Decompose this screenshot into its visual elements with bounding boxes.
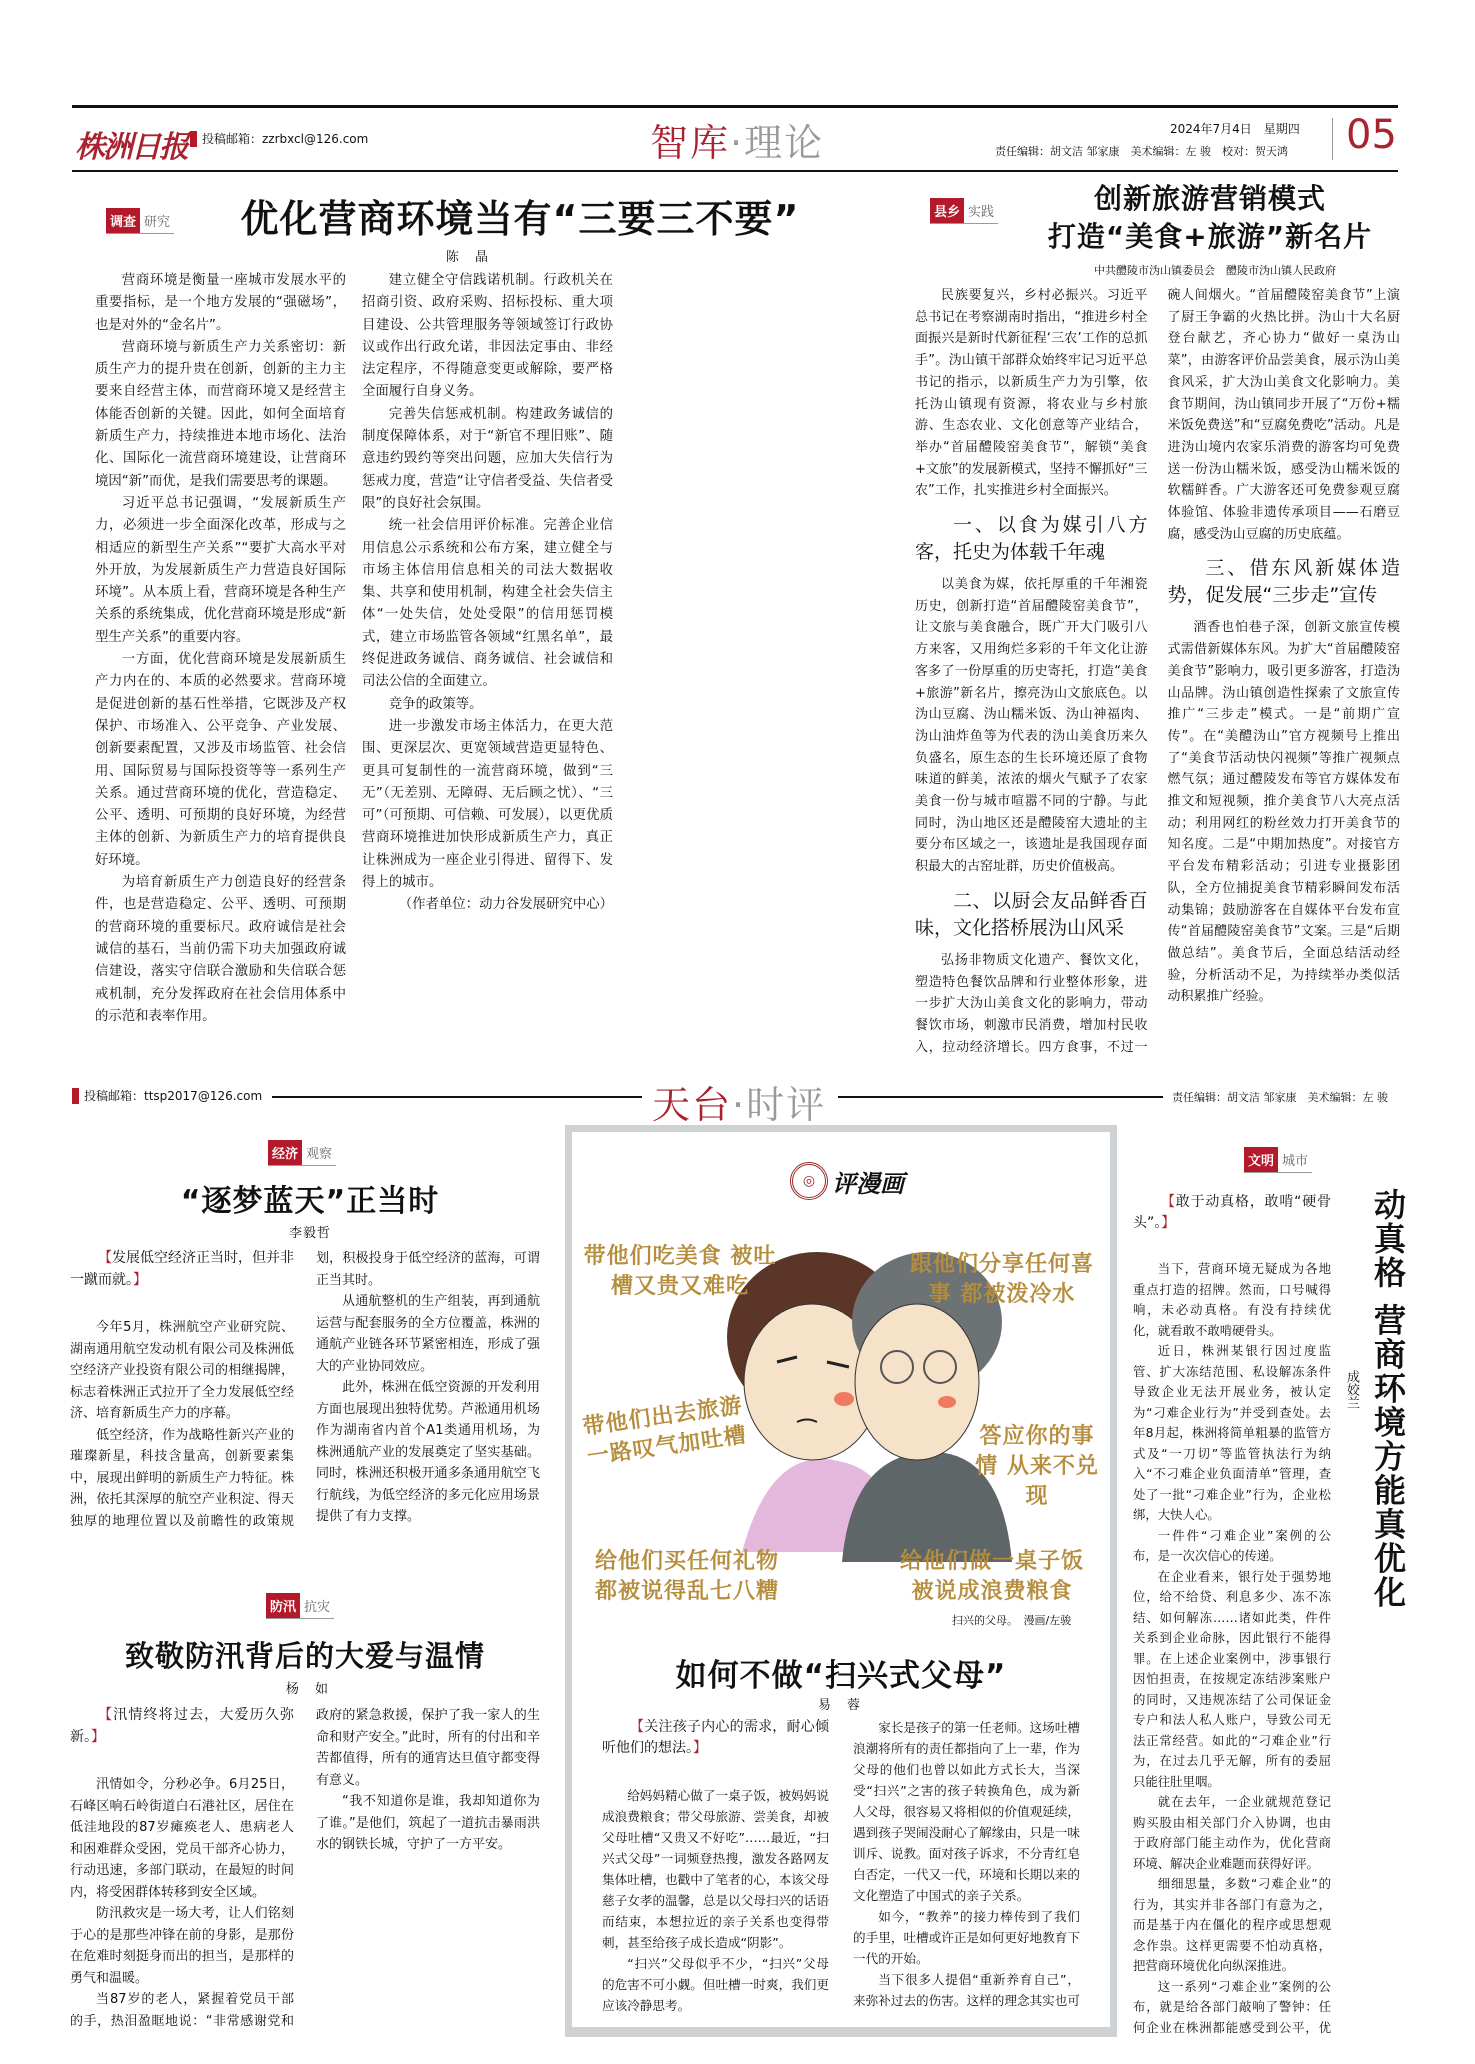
cartoon-caption-text: 答应你的事情 从来不兑现 (975, 1424, 1099, 1509)
article-body (70, 1248, 540, 1548)
tag-primary: 经济 (268, 1140, 302, 1165)
article-tag (1244, 1147, 1312, 1173)
cartoon-caption-text: 跟他们分享任何喜事 都被泼冷水 (909, 1252, 1094, 1307)
header-line-right (838, 1096, 1163, 1098)
article-author: 李毅哲 (288, 1226, 331, 1241)
paragraph: 弘扬非物质文化遗产、餐饮文化，塑造特色餐饮品牌和行业整体形象，进一步扩大沩山美食文化的影响力，带动餐饮市场，刺激市民消费，增加村民收入，拉动经济增长。四方食事，不过一碗人间烟火。“首届醴陵窑美食节”上演了厨王争霸的火热比拼。沩山十大名厨登台献艺，齐心协力“做好一桌沩山菜”，由游客评价品尝美食，展示沩山美食风采，扩大沩山美食文化影响力。美食节期间，沩山镇同步开展了“万份+糯米饭免费送”和“豆腐免费吃”活动。凡是进沩山境内农家乐消费的游客均可免费送一份沩山糯米饭，感受沩山糯米饭的软糯鲜香。广大游客还可免费参观豆腐体验馆、体验非遗传承项目——石磨豆腐，感受沩山豆腐的历史底蕴。 (915, 288, 1400, 1055)
section-subheading: 二、以厨会友品鲜香百味，文化搭桥展沩山风采 (915, 889, 1148, 939)
paragraph: 在企业看来，银行处于强势地位，给不给贷、利息多少、冻不冻结、如何解冻……诸如此类，件件关系到企业命脉，因此银行不能得罪。在上述企业案例中，涉事银行因怕担责，在按规定冻结涉案账户的同时，又违规冻结了公司保证金专户和法人私人账户，导致公司无法正常经营。如此的“刁难企业”行为，在过去几乎无解，所有的委屈只能往肚里咽。 (1133, 1568, 1331, 1789)
paragraph: 近日，株洲某银行因过度监管、扩大冻结范围、私设解冻条件导致企业无法开展业务，被认定为“刁难企业行为”并受到查处。去年8月起，株洲将简单粗暴的监管方式及“一刀切”等监管执法行为纳入“不刁难企业负面清单”管理，查处了一批“刁难企业”行为，企业松绑，大快人心。 (1133, 1343, 1331, 1522)
paragraph: 汛情如令，分秒必争。6月25日，石峰区响石岭街道白石港社区，居住在低洼地段的87岁瘫痪老人、患病老人和困难群众受困，党员干部齐心协力，行动迅速，多部门联动，在最短的时间内，将受困群体转移到安全区域。 (70, 1777, 294, 1900)
paragraph: 统一社会信用评价标准。完善企业信用信息公示系统和公布方案，建立健全与市场主体信用信息相关的司法大数据收集、共享和使用机制，构建全社会失信主体“一处失信，处处受限”的信用惩罚模式，建立市场监管各领域“红黑名单”，最终促进政务诚信、商务诚信、社会诚信和司法公信的全面建立。 (362, 518, 613, 690)
section-title-a: 智库 (650, 121, 731, 165)
paragraph: 当下很多人提倡“重新养育自己”，来弥补过去的伤害。这样的理念其实也可 (853, 1972, 1080, 2008)
paragraph: 民族要复兴，乡村必振兴。习近平总书记在考察湖南时指出，“推进乡村全面振兴是新时代新征程‘三农’工作的总抓手”。沩山镇干部群众始终牢记习近平总书记的指示，以新质生产力为引擎，依托沩山镇现有资源，将农业与乡村旅游、生态农业、文化创意等产业结合，举办“首届醴陵窑美食节”，解锁“美食+文旅”的发展新模式，坚持不懈抓好“三农”工作，扎实推进乡村全面振兴。 (915, 288, 1148, 499)
paragraph: 当下，营商环境无疑成为各地重点打造的招牌。然而，口号喊得响，未必动真格。有没有持续优化，就看敢不敢啃硬骨头。 (1133, 1261, 1331, 1338)
article-tag (266, 1593, 334, 1619)
article-lede: 【 汛情终将过去，大爱历久弥新。 】 (70, 1705, 294, 1748)
submission-email: 投稿邮箱：ttsp2017@126.com (72, 1087, 262, 1104)
editors-credit: 责任编辑：胡文洁 邹家康 美术编辑：左 骏 校对：贺天鸿 (995, 145, 1288, 158)
paragraph: 当87岁的老人，紧握着党员干部的手，热泪盈眶地说：“非常感谢党和政府的紧急救援，保护了我一家人的生命和财产安全。”此时，所有的付出和辛苦都值得，所有的通宵达旦值守都变得有意义。 (70, 1708, 540, 2029)
submission-email: 投稿邮箱：zzrbxcl@126.com (190, 130, 368, 147)
paragraph: 给妈妈精心做了一桌子饭，被妈妈说成浪费粮食；带父母旅游、尝美食，却被父母吐槽“又贵又不好吃”……最近，“扫兴式父母”一词频登热搜，激发各路网友集体吐槽，也戳中了笔者的心，本该父母慈子女孝的温馨，总是以父母扫兴的话语而结束，本想拉近的亲子关系也变得带刺，甚至给孩子成长造成“阴影”。 (602, 1788, 829, 1950)
article-headline-vertical: 动真格 营商环境方能真优化 (1369, 1188, 1407, 1610)
paragraph: “扫兴”父母似乎不少，“扫兴”父母的危害不可小觑。但吐槽一时爽，我们更应该冷静思考。 (602, 1956, 829, 2013)
tag-primary: 调查 (106, 208, 140, 233)
article-author: 成姣兰 (1344, 1370, 1359, 1409)
paragraph: 酒香也怕巷子深，创新文旅宣传模式需借新媒体东风。为扩大“首届醴陵窑美食节”影响力，吸引更多游客，打造沩山品牌。沩山镇创造性探索了文旅宣传推广“三步走”模式。一是“前期广宣传”。在“美醴沩山”官方视频号上推出了“美食节活动快闪视频”等推广视频点燃气氛；通过醴陵发布等官方媒体发布推文和短视频，推介美食节八大亮点活动；利用网红的粉丝效力打开美食节的知名度。二是“中期加热度”。对接官方平台发布精彩活动；引进专业摄影团队，全方位捕捉美食节精彩瞬间发布活动集锦；鼓励游客在自媒体平台发布宣传“首届醴陵窑美食节”文案。三是“后期做总结”。美食节后，全面总结活动经验，分析活动不足，为持续举办类似活动积累推广经验。 (1167, 620, 1400, 1005)
paragraph: 以美食为媒，依托厚重的千年湘瓷历史，创新打造“首届醴陵窑美食节”，让文旅与美食融合，既广开大门吸引八方来客，又用绚烂多彩的千年文化让游客多了一份厚重的历史寄托，打造“美食+旅游”新名片，擦亮沩山文旅底色。以沩山豆腐、沩山糯米饭、沩山神福肉、沩山油炸鱼等为代表的沩山美食历来久负盛名，原生态的生长环境还原了食物味道的鲜美，浓浓的烟火气赋予了农家美食一份与城市喧嚣不同的宁静。与此同时，沩山地区还是醴陵窑大遗址的主要分布区域之一，该遗址是我国现存面积最大的古窑址群，历史价值极高。 (915, 577, 1148, 875)
headline-line-1: 创新旅游营销模式 (1093, 182, 1326, 215)
issue-date: 2024年7月4日 星期四 (1170, 122, 1300, 136)
paragraph: 为培育新质生产力创造良好的经营条件，也是营造稳定、公平、透明、可预期的营商环境的重要标尺。政府诚信是社会诚信的基石，当前仍需下功夫加强政府诚信建设，落实守信联合激励和失信联合惩戒机制，充分发挥政府在社会信用体系中的示范和表率作用。 (95, 875, 346, 1024)
paragraph: 低空经济，作为战略性新兴产业的璀璨新星，科技含量高，创新要素集中，展现出鲜明的新质生产力特征。株洲，依托其深厚的航空产业积淀、得天独厚的地理位置以及前瞻性的政策规划，积极投身于低空经济的蓝海，可谓正当其时。 (70, 1251, 540, 1529)
paragraph: 防汛救灾是一场大考，让人们铭刻于心的是那些冲锋在前的身影，是那份在危难时刻挺身而出的担当，是那样的勇气和温暖。 (70, 1906, 294, 1986)
cartoon-column-logo (790, 1162, 904, 1200)
paragraph: 家长是孩子的第一任老师。这场吐槽浪潮将所有的责任都指向了上一辈，作为父母的他们也曾以如此方式长大，当深受“扫兴”之害的孩子转换角色，成为新人父母，很容易又将相似的价值观延续，遇到孩子哭闹没耐心了解缘由，只是一味训斥、说教。面对孩子诉求，不分青红皂白否定，一代又一代，环境和长期以来的文化塑造了中国式的亲子关系。 (853, 1720, 1080, 1903)
article-body (95, 270, 880, 1060)
section-title-b: ·理论 (730, 121, 825, 165)
article-body (602, 1717, 1080, 2027)
tag-primary: 文明 (1244, 1147, 1278, 1172)
article-body (1133, 1192, 1331, 2040)
article-author: 杨 如 (285, 1682, 335, 1697)
newspaper-logo: 株洲日报 (75, 130, 187, 165)
article-tag (930, 198, 998, 224)
paragraph: 一方面，优化营商环境是发展新质生产力内在的、本质的必然要求。营商环境是促进创新的基石性举措，它既涉及产权保护、市场准入、公平竞争、产业发展、创新要素配置，又涉及市场监管、社会信用、国际贸易与国际投资等等一系列生产关系。通过营商环境的优化，营造稳定、公平、透明、可预期的良好环境，为经营主体的创新、为新质生产力的培育提供良好环境。 (95, 652, 346, 868)
article-lede: 【 敢于动真格，敢啃“硬骨头”。 】 (1133, 1192, 1331, 1233)
article-headline: 致敬防汛背后的大爱与温情 (124, 1639, 485, 1673)
tag-secondary: 城市 (1282, 1154, 1309, 1169)
paragraph: 营商环境与新质生产力关系密切：新质生产力的提升贵在创新，创新的主力主要来自经营主体，而营商环境又是经营主体能否创新的关键。因此，如何全面培育新质生产力，持续推进本地市场化、法治化、国际化一流营商环境建设，让营商环境因“新”而优，是我们需要思考的课题。 (95, 339, 346, 489)
paragraph: 细细思量，多数“刁难企业”的行为，其实并非各部门有意为之，而是基于内在僵化的程序或思想观念作祟。这样更需要不怕动真格，把营商环境优化向纵深推进。 (1133, 1876, 1331, 1973)
paragraph: 今年5月，株洲航空产业研究院、湖南通用航空发动机有限公司及株洲低空经济产业投资有限公司的相继揭牌，标志着株洲正式拉开了全力发展低空经济、培育新质生产力的序幕。 (70, 1320, 294, 1421)
top-rule (72, 105, 1398, 108)
paragraph: 营商环境是衡量一座城市发展水平的重要指标，是一个地方发展的“强磁场”，也是对外的“金名片”。 (95, 273, 346, 333)
paragraph: 竞争的政策等。 (388, 696, 483, 712)
article-tag (106, 208, 174, 234)
paragraph: 这一系列“刁难企业”案例的公布，就是给各部门敲响了警钟：任何企业在株洲都能感受到公平，优 (1133, 1978, 1331, 2035)
article-headline: “逐梦蓝天”正当时 (180, 1184, 440, 1219)
woman-blush (834, 1392, 854, 1406)
article-headline (1030, 180, 1390, 256)
paragraph: 如今，“教养”的接力棒传到了我们的手里，吐槽或许正是如何更好地教育下一代的开始。 (853, 1909, 1080, 1966)
article-lede: 【 关注孩子内心的需求，耐心倾听他们的想法。 】 (602, 1717, 829, 1759)
article-tag (268, 1140, 336, 1166)
cartoon-caption-text: 带他们吃美食 被吐槽又贵又难吃 (583, 1244, 777, 1299)
tag-secondary: 观察 (306, 1147, 333, 1162)
article-headline: 如何不做“扫兴式父母” (675, 1658, 1007, 1694)
seal-icon: ◎ (790, 1162, 828, 1200)
cartoon-logo-text: 评漫画 (832, 1168, 904, 1198)
cartoon-caption-text: 给他们买任何礼物 都被说得乱七八糟 (594, 1549, 779, 1604)
headline-line-2: 打造“美食+旅游”新名片 (1047, 220, 1373, 253)
section-title (652, 1074, 826, 1129)
paragraph: 从通航整机的生产组装，再到通航运营与配套服务的全方位覆盖，株洲的通航产业链各环节紧密相连，形成了强大的产业协同效应。 (316, 1294, 540, 1374)
section-title-a: 天台 (652, 1083, 733, 1127)
paragraph: 此外，株洲在低空资源的开发利用方面也展现出独特优势。芦淞通用机场作为湖南省内首个A1类通用机场，为株洲通航产业的发展奠定了坚实基础。同时，株洲还积极开通多条通用航空飞行航线，为低空经济的多元化应用场景提供了有力支撑。 (316, 1380, 540, 1524)
section-title (650, 112, 824, 167)
paragraph: 建立健全守信践诺机制。行政机关在招商引资、政府采购、招标投标、重大项目建设、公共管理服务等领域签订行政协议或作出行政允诺，非因法定事由、非经法定程序，不得随意变更或解除，要严格全面履行自身义务。 (362, 273, 613, 400)
cartoon-box (565, 1125, 1117, 2037)
paragraph: 一件件“刁难企业”案例的公布，是一次次信心的传递。 (1133, 1527, 1331, 1563)
header-line-left (272, 1096, 642, 1098)
paragraph: 习近平总书记强调，“发展新质生产力，必须进一步全面深化改革，形成与之相适应的新型生产关系”“要扩大高水平对外开放，为发展新质生产力营造良好国际环境”。从本质上看，营商环境是各种生产关系的系统集成，优化营商环境是形成“新型生产关系”的重要内容。 (95, 495, 346, 645)
cartoon-caption-text: 带他们出去旅游 一路叹气加吐槽 (581, 1393, 749, 1470)
article-lede: 【 发展低空经济正当时，但并非一蹴而就。 】 (70, 1248, 294, 1291)
header-divider (1332, 118, 1333, 160)
article-author: 中共醴陵市沩山镇委员会 醴陵市沩山镇人民政府 (1094, 264, 1336, 277)
paragraph: 进一步激发市场主体活力，在更大范围、更深层次、更宽领域营造更显特色、更具可复制性的一流营商环境，做到“三无”（无差别、无障碍、无后顾之忧）、“三可”（可预期、可信赖、可发展），以更优质营商环境推进加快形成新质生产力，真正让株洲成为一座企业引得进、留得下、发得上的城市。 (362, 718, 613, 891)
article-headline: 优化营商环境当有“三要三不要” (240, 197, 800, 241)
page-number: 05 (1346, 112, 1397, 158)
paragraph: 完善失信惩戒机制。构建政务诚信的制度保障体系，对于“新官不理旧账”、随意违约毁约等突出问题，应加大失信行为惩戒力度，营造“让守信者受益、失信者受限”的良好社会氛围。 (362, 406, 613, 511)
author-affiliation: （作者单位：动力谷发展研究中心） (398, 897, 613, 913)
cartoon-caption-text: 给他们做一桌子饭 被说成浪费粮食 (899, 1549, 1084, 1604)
man-face (855, 1304, 979, 1460)
tag-secondary: 研究 (144, 215, 171, 230)
tag-primary: 防汛 (266, 1593, 300, 1618)
section-title-b: ·时评 (732, 1083, 827, 1127)
tag-secondary: 实践 (968, 205, 995, 220)
paragraph: “我不知道你是谁，我却知道你为了谁。”是他们，筑起了一道抗击暴雨洪水的钢铁长城，守护了一方平安。 (316, 1794, 540, 1852)
tag-secondary: 抗灾 (304, 1600, 331, 1615)
article-body (915, 285, 1400, 1060)
header-bottom-rule (72, 170, 1398, 172)
article-author: 易 蓉 (817, 1698, 867, 1713)
cartoon-credit: 扫兴的父母。 漫画/左骏 (952, 1614, 1072, 1627)
editors-credit: 责任编辑：胡文洁 邹家康 美术编辑：左 骏 (1172, 1091, 1388, 1104)
section-subheading: 一、以食为媒引八方客，托史为体载千年魂 (915, 514, 1148, 564)
tag-primary: 县乡 (930, 198, 964, 223)
section-subheading: 三、借东风新媒体造势，促发展“三步走”宣传 (1167, 557, 1400, 607)
article-author: 陈 晶 (445, 250, 495, 265)
article-body (70, 1705, 540, 2040)
paragraph: 就在去年，一企业就规范登记购买股由相关部门介入协调，也由于政府部门能主动作为，优化营商环境、解决企业难题而获得好评。 (1133, 1794, 1331, 1871)
man-blush (938, 1396, 956, 1408)
